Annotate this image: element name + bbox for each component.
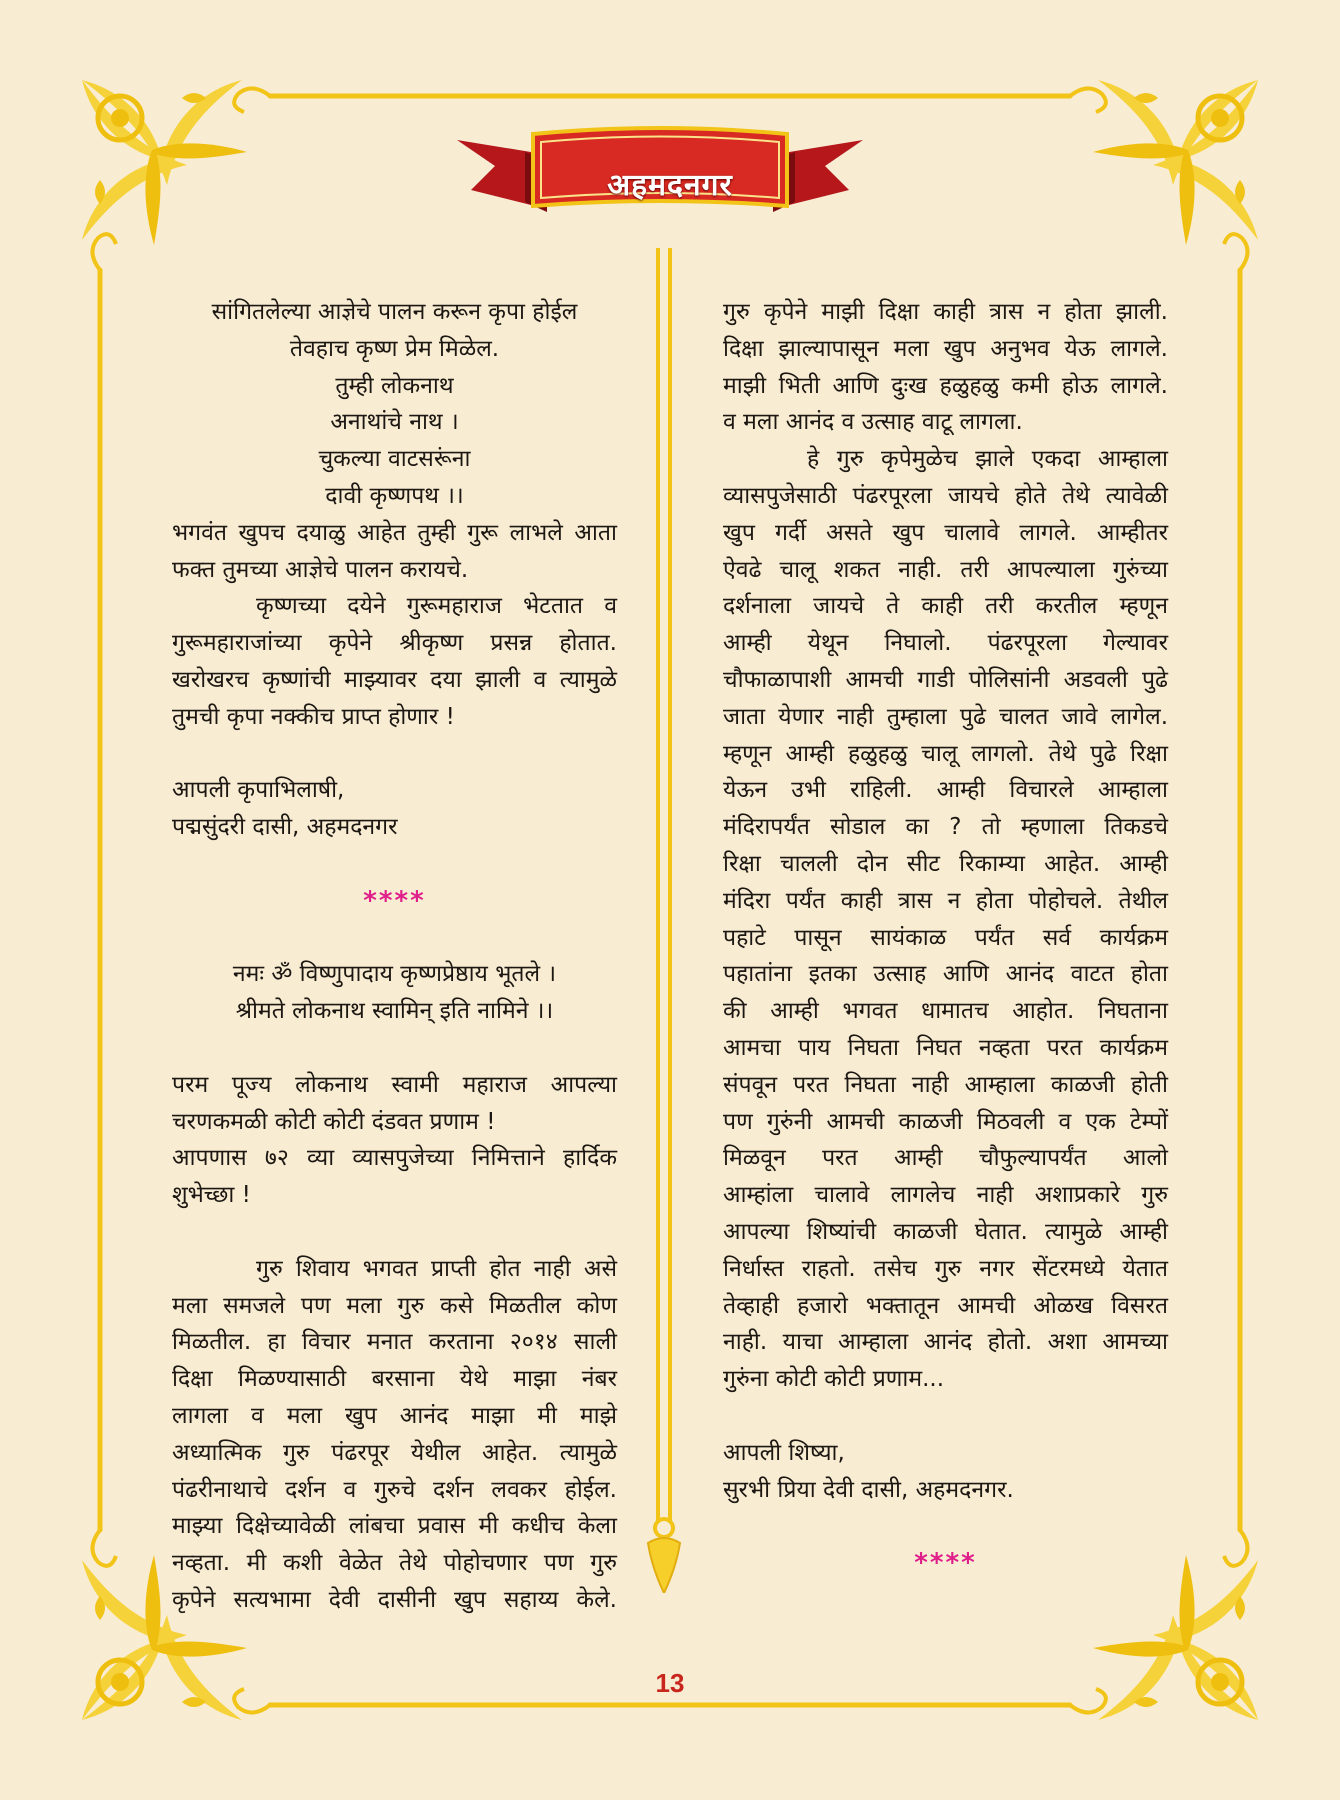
poem-line: दावी कृष्णपथ ।।: [325, 482, 464, 509]
poem-line: चुकल्या वाटसरूंना: [318, 446, 471, 473]
text-line: परम पूज्य लोकनाथ स्वामी महाराज आपल्या: [172, 1071, 617, 1098]
text-line: दिक्षा मिळण्यासाठी बरसाना येथे माझा नंबर: [172, 1366, 617, 1393]
poem-line: अनाथांचे नाथ ।: [330, 409, 459, 436]
text-line: कृष्णच्या दयेने गुरूमहाराज भेटतात व: [256, 593, 617, 620]
text-line: रिक्षा चालली दोन सीट रिकाम्या आहेत. आम्ही: [723, 850, 1168, 877]
text-line: पंढरीनाथाचे दर्शन व गुरुचे दर्शन लवकर होईल.: [172, 1476, 617, 1503]
text-line: मला समजले पण मला गुरु कसे मिळतील कोण: [172, 1292, 617, 1319]
text-line: दिक्षा झाल्यापासून मला खुप अनुभव येऊ लागले.: [723, 335, 1168, 362]
text-line: पहातांना इतका उत्साह आणि आनंद वाटत होता: [723, 961, 1168, 988]
text-line: आपणास ७२ व्या व्यासपुजेच्या निमित्ताने हार्दिक: [172, 1145, 617, 1172]
poem-line: तेवहाच कृष्ण प्रेम मिळेल.: [289, 335, 500, 362]
text-line: म्हणून आम्ही हळुहळु चालू लागलो. तेथे पुढे रिक्षा: [723, 740, 1168, 767]
text-line: संपवून परत निघता नाही आम्हाला काळजी होती: [723, 1071, 1168, 1098]
text-line: शुभेच्छा !: [172, 1182, 251, 1209]
poem-line: सांगितलेल्या आज्ञेचे पालन करून कृपा होईल: [211, 299, 578, 325]
text-line: माझ्या दिक्षेच्यावेळी लांबचा प्रवास मी कधीच केला: [172, 1513, 617, 1540]
text-line: की आम्ही भगवत धामातच आहोत. निघताना: [723, 998, 1168, 1025]
text-line: व मला आनंद व उत्साह वाटू लागला.: [723, 409, 1023, 436]
section-separator: ****: [363, 885, 426, 916]
text-line: गुरुंना कोटी कोटी प्रणाम...: [723, 1366, 945, 1393]
text-line: मिळवून परत आम्ही चौफुल्यापर्यंत आलो: [723, 1145, 1168, 1172]
text-line: मंदिरा पर्यंत काही त्रास न होता पोहोचले. तेथील: [723, 887, 1168, 914]
text-line: निर्धास्त राहतो. तसेच गुरु नगर सेंटरमध्ये येतात: [723, 1255, 1168, 1282]
text-line: मंदिरापर्यंत सोडाल का ? तो म्हणाला तिकडचे: [723, 814, 1168, 841]
text-line: अध्यात्मिक गुरु पंढरपूर येथील आहेत. त्यामुळे: [172, 1439, 617, 1466]
text-line: माझी भिती आणि दुःख हळुहळु कमी होऊ लागले.: [723, 372, 1168, 399]
text-line: कृपेने सत्यभामा देवी दासीनी खुप सहाय्य केले.: [172, 1586, 617, 1613]
text-line: मिळतील. हा विचार मनात करताना २०१४ साली: [172, 1329, 617, 1356]
page-number: 13: [655, 1668, 685, 1698]
signoff-line: आपली शिष्या,: [723, 1439, 845, 1466]
signoff-line: आपली कृपाभिलाषी,: [172, 777, 345, 804]
section-separator: ****: [914, 1548, 977, 1579]
text-line: खरोखरच कृष्णांची माझ्यावर दया झाली व त्यामुळे: [172, 666, 617, 693]
poem-line: तुम्ही लोकनाथ: [335, 372, 454, 399]
signoff-author: सुरभी प्रिया देवी दासी, अहमदनगर.: [723, 1476, 1014, 1503]
text-line: गुरु शिवाय भगवत प्राप्ती होत नाही असे: [256, 1255, 617, 1282]
text-line: दर्शनाला जायचे ते काही तरी करतील म्हणून: [723, 593, 1168, 620]
text-line: जाता येणार नाही तुम्हाला पुढे चालत जावे लागेल.: [723, 703, 1168, 730]
text-line: पण गुरुंनी आमची काळजी मिठवली व एक टेम्पों: [723, 1108, 1168, 1135]
text-line: आम्हांला चालावे लागलेच नाही अशाप्रकारे गुरु: [723, 1182, 1168, 1209]
text-line: व्यासपुजेसाठी पंढरपूरला जायचे होते तेथे त्यावेळी: [723, 482, 1168, 509]
text-line: आमचा पाय निघता निघत नव्हता परत कार्यक्रम: [723, 1034, 1168, 1061]
text-line: नाही. याचा आम्हाला आनंद होतो. अशा आमच्या: [723, 1329, 1168, 1356]
text-line: फक्त तुमच्या आज्ञेचे पालन करायचे.: [172, 556, 469, 583]
text-line: खुप गर्दी असते खुप चालावे लागले. आम्हीतर: [723, 519, 1168, 546]
text-line: लागला व मला खुप आनंद माझा मी माझे: [172, 1402, 617, 1429]
text-line: येऊन उभी राहिली. आम्ही विचारले आम्हाला: [723, 777, 1168, 804]
text-line: आपल्या शिष्यांची काळजी घेतात. त्यामुळे आम्ही: [723, 1218, 1168, 1245]
text-line: पहाटे पासून सायंकाळ पर्यंत सर्व कार्यक्रम: [723, 924, 1168, 951]
text-line: गुरूमहाराजांच्या कृपेने श्रीकृष्ण प्रसन्न होतात.: [172, 630, 617, 657]
text-line: आम्ही येथून निघालो. पंढरपूरला गेल्यावर: [723, 630, 1168, 657]
text-line: भगवंत खुपच दयाळु आहेत तुम्ही गुरू लाभले आता: [172, 519, 617, 546]
text-line: गुरु कृपेने माझी दिक्षा काही त्रास न होता झाली.: [723, 299, 1168, 325]
text-line: नव्हता. मी कशी वेळेत तेथे पोहोचणार पण गुरु: [172, 1550, 617, 1577]
verse-line: श्रीमते लोकनाथ स्वामिन् इति नामिने ।।: [235, 998, 554, 1025]
signoff-author: पद्मसुंदरी दासी, अहमदनगर: [172, 814, 398, 841]
text-line: हे गुरु कृपेमुळेच झाले एकदा आम्हाला: [807, 446, 1168, 473]
column-divider: [640, 248, 688, 1593]
text-line: चरणकमळी कोटी कोटी दंडवत प्रणाम !: [172, 1108, 496, 1135]
page-title: अहमदनगर: [607, 168, 733, 203]
left-column: [172, 294, 617, 1619]
text-line: तुमची कृपा नक्कीच प्राप्त होणार !: [172, 703, 455, 730]
text-line: तेव्हाही हजारो भक्तातून आमची ओळख विसरत: [723, 1292, 1168, 1319]
text-line: ऐवढे चालू शकत नाही. तरी आपल्याला गुरुंच्या: [723, 556, 1168, 583]
text-line: चौफाळापाशी आमची गाडी पोलिसांनी अडवली पुढे: [723, 666, 1168, 693]
right-column: [723, 294, 1168, 1582]
verse-line: नमः ॐ विष्णुपादाय कृष्णप्रेष्ठाय भूतले ।: [232, 961, 557, 988]
